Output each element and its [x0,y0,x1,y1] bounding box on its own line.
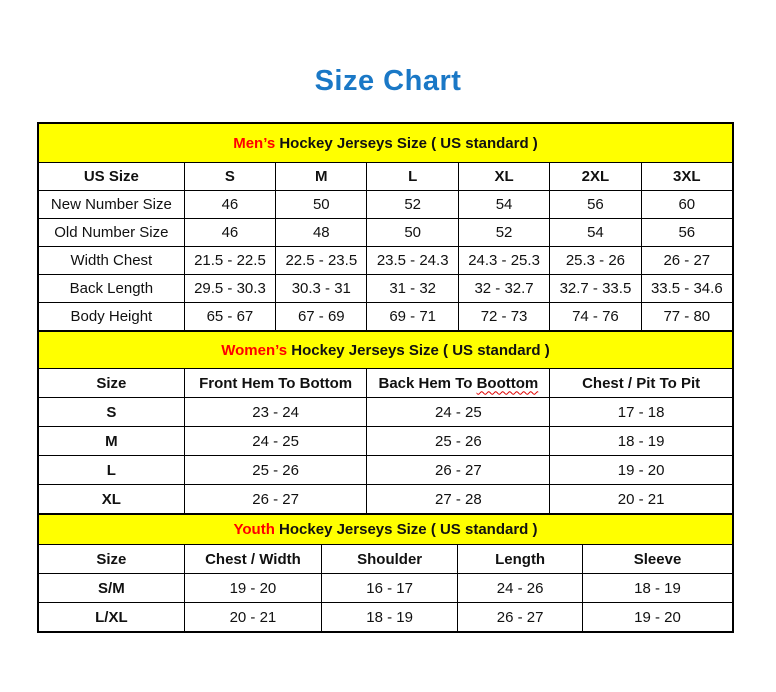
men-header-row [39,163,733,191]
table-cell: 17 - 18 [550,398,733,427]
row-label: L [39,456,185,485]
size-chart [37,122,734,633]
table-cell: 52 [367,191,458,219]
table-cell: 18 - 19 [550,427,733,456]
row-label: Back Length [39,275,185,303]
women-row [39,456,733,485]
youth-title-prefix: Youth [233,521,275,538]
men-column-header: 2XL [550,163,641,191]
table-cell: 77 - 80 [641,303,732,331]
table-cell: 31 - 32 [367,275,458,303]
men-title-prefix: Men’s [233,134,276,152]
table-cell: 24 - 25 [367,398,550,427]
men-row [39,303,733,331]
youth-column-header: Chest / Width [184,545,321,574]
men-section-header [39,124,733,163]
page-title: Size Chart [314,65,462,97]
youth-row [39,603,733,632]
table-cell: 46 [184,191,275,219]
youth-column-header: Shoulder [322,545,458,574]
row-label: L/XL [39,603,185,632]
table-cell: 19 - 20 [550,456,733,485]
women-table [38,331,733,514]
table-cell: 65 - 67 [184,303,275,331]
women-row [39,485,733,514]
women-column-header: Chest / Pit To Pit [550,369,733,398]
youth-column-header: Sleeve [583,545,733,574]
table-cell: 30.3 - 31 [276,275,367,303]
table-cell: 25 - 26 [184,456,367,485]
men-table [38,123,733,331]
row-label: New Number Size [39,191,185,219]
men-row [39,219,733,247]
table-cell: 72 - 73 [458,303,549,331]
row-label: Width Chest [39,247,185,275]
table-cell: 26 - 27 [641,247,732,275]
men-row [39,191,733,219]
table-cell: 67 - 69 [276,303,367,331]
youth-title-rest: Hockey Jerseys Size ( US standard ) [274,521,538,538]
youth-header-row [39,545,733,574]
table-cell: 18 - 19 [322,603,458,632]
table-cell: 26 - 27 [458,603,583,632]
table-cell: 26 - 27 [367,456,550,485]
men-column-header: 3XL [641,163,732,191]
men-column-header: S [184,163,275,191]
header-label-text: Back Hem To [378,374,477,392]
row-label: XL [39,485,185,514]
table-cell: 25.3 - 26 [550,247,641,275]
men-title-rest: Hockey Jerseys Size ( US standard ) [275,134,538,152]
table-cell: 56 [550,191,641,219]
row-label: M [39,427,185,456]
table-cell: 16 - 17 [322,574,458,603]
table-cell: 74 - 76 [550,303,641,331]
men-band-row [39,124,733,163]
table-cell: 32.7 - 33.5 [550,275,641,303]
table-cell: 23 - 24 [184,398,367,427]
table-cell: 19 - 20 [583,603,733,632]
table-cell: 29.5 - 30.3 [184,275,275,303]
youth-section-header [39,515,733,545]
men-column-header: XL [458,163,549,191]
table-cell: 23.5 - 24.3 [367,247,458,275]
men-row [39,275,733,303]
table-cell: 32 - 32.7 [458,275,549,303]
youth-row [39,574,733,603]
table-cell: 54 [550,219,641,247]
table-cell: 69 - 71 [367,303,458,331]
table-cell: 25 - 26 [367,427,550,456]
row-label: S/M [39,574,185,603]
table-cell: 27 - 28 [367,485,550,514]
men-row [39,247,733,275]
table-cell: 24.3 - 25.3 [458,247,549,275]
table-cell: 54 [458,191,549,219]
women-column-header: Front Hem To Bottom [184,369,367,398]
misspelled-word: Boottom [476,374,539,392]
women-row [39,427,733,456]
men-column-header: L [367,163,458,191]
row-label: S [39,398,185,427]
table-cell: 24 - 25 [184,427,367,456]
youth-column-header: Length [458,545,583,574]
table-cell: 20 - 21 [184,603,321,632]
table-cell: 20 - 21 [550,485,733,514]
table-cell: 18 - 19 [583,574,733,603]
youth-column-header: Size [39,545,185,574]
men-column-header: M [276,163,367,191]
men-column-header: US Size [39,163,185,191]
table-cell: 50 [276,191,367,219]
table-cell: 21.5 - 22.5 [184,247,275,275]
youth-table [38,514,733,632]
row-label: Body Height [39,303,185,331]
table-cell: 46 [184,219,275,247]
table-cell: 19 - 20 [184,574,321,603]
women-section-header [39,332,733,369]
table-cell: 33.5 - 34.6 [641,275,732,303]
table-cell: 22.5 - 23.5 [276,247,367,275]
women-header-row [39,369,733,398]
women-band-row [39,332,733,369]
table-cell: 26 - 27 [184,485,367,514]
row-label: Old Number Size [39,219,185,247]
table-cell: 60 [641,191,732,219]
table-cell: 48 [276,219,367,247]
table-cell: 50 [367,219,458,247]
women-title-rest: Hockey Jerseys Size ( US standard ) [287,341,550,359]
table-cell: 52 [458,219,549,247]
women-column-header: Size [39,369,185,398]
youth-band-row [39,515,733,545]
table-cell: 24 - 26 [458,574,583,603]
women-title-prefix: Women’s [221,341,288,359]
table-cell: 56 [641,219,732,247]
women-row [39,398,733,427]
women-column-header [367,369,550,398]
